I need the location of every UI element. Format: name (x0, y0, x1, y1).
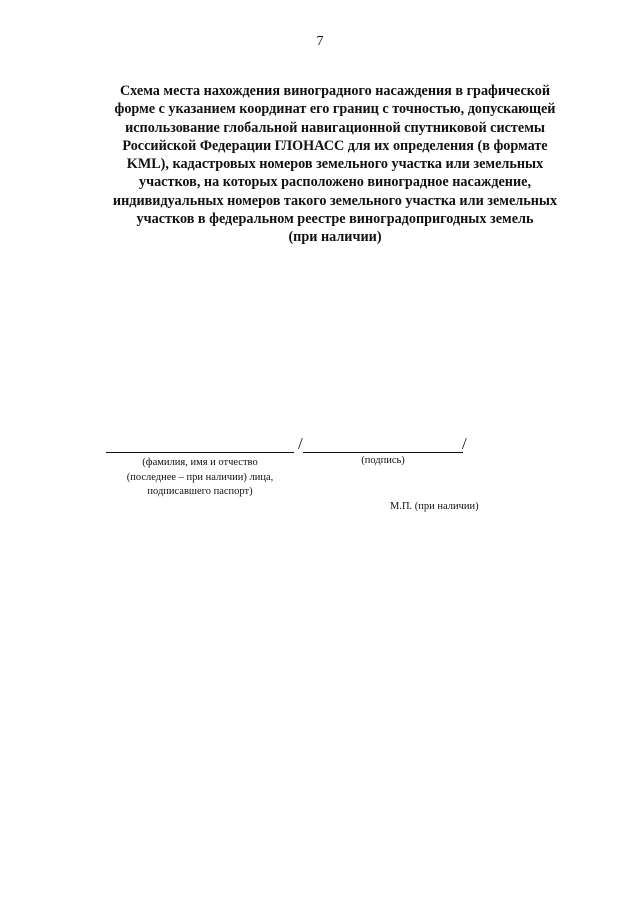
signature-separator: / (462, 434, 467, 453)
name-caption-line: (фамилия, имя и отчество (142, 457, 258, 468)
name-blank-line (106, 452, 294, 453)
heading-line: KML), кадастровых номеров земельного участка или земельных (126, 156, 544, 173)
heading-line: участков, на которых расположено виноградное насаждение, (138, 174, 531, 191)
document-heading (95, 82, 575, 247)
heading-line: форме с указанием координат его границ с точностью, допускающей (114, 101, 556, 118)
heading-line: Схема места нахождения виноградного насаждения в графической (119, 83, 551, 99)
stamp-label: М.П. (при наличии) (390, 501, 479, 512)
name-caption-line: подписавшего паспорт) (147, 486, 253, 497)
heading-line: (при наличии) (288, 229, 382, 246)
page-number: 7 (316, 34, 324, 49)
heading-line: участков в федеральном реестре виноградопригодных земель (136, 211, 534, 228)
heading-line: использование глобальной навигационной спутниковой системы (125, 119, 545, 136)
signature-blank-line (303, 452, 463, 453)
name-caption (106, 456, 294, 500)
signature-separator: / (298, 434, 303, 453)
name-caption-line: (последнее – при наличии) лица, (126, 471, 274, 483)
heading-line: индивидуальных номеров такого земельного участка или земельных (112, 192, 558, 209)
heading-line: Российской Федерации ГЛОНАСС для их определения (в формате (122, 137, 548, 154)
signature-caption: (подпись) (361, 455, 405, 466)
